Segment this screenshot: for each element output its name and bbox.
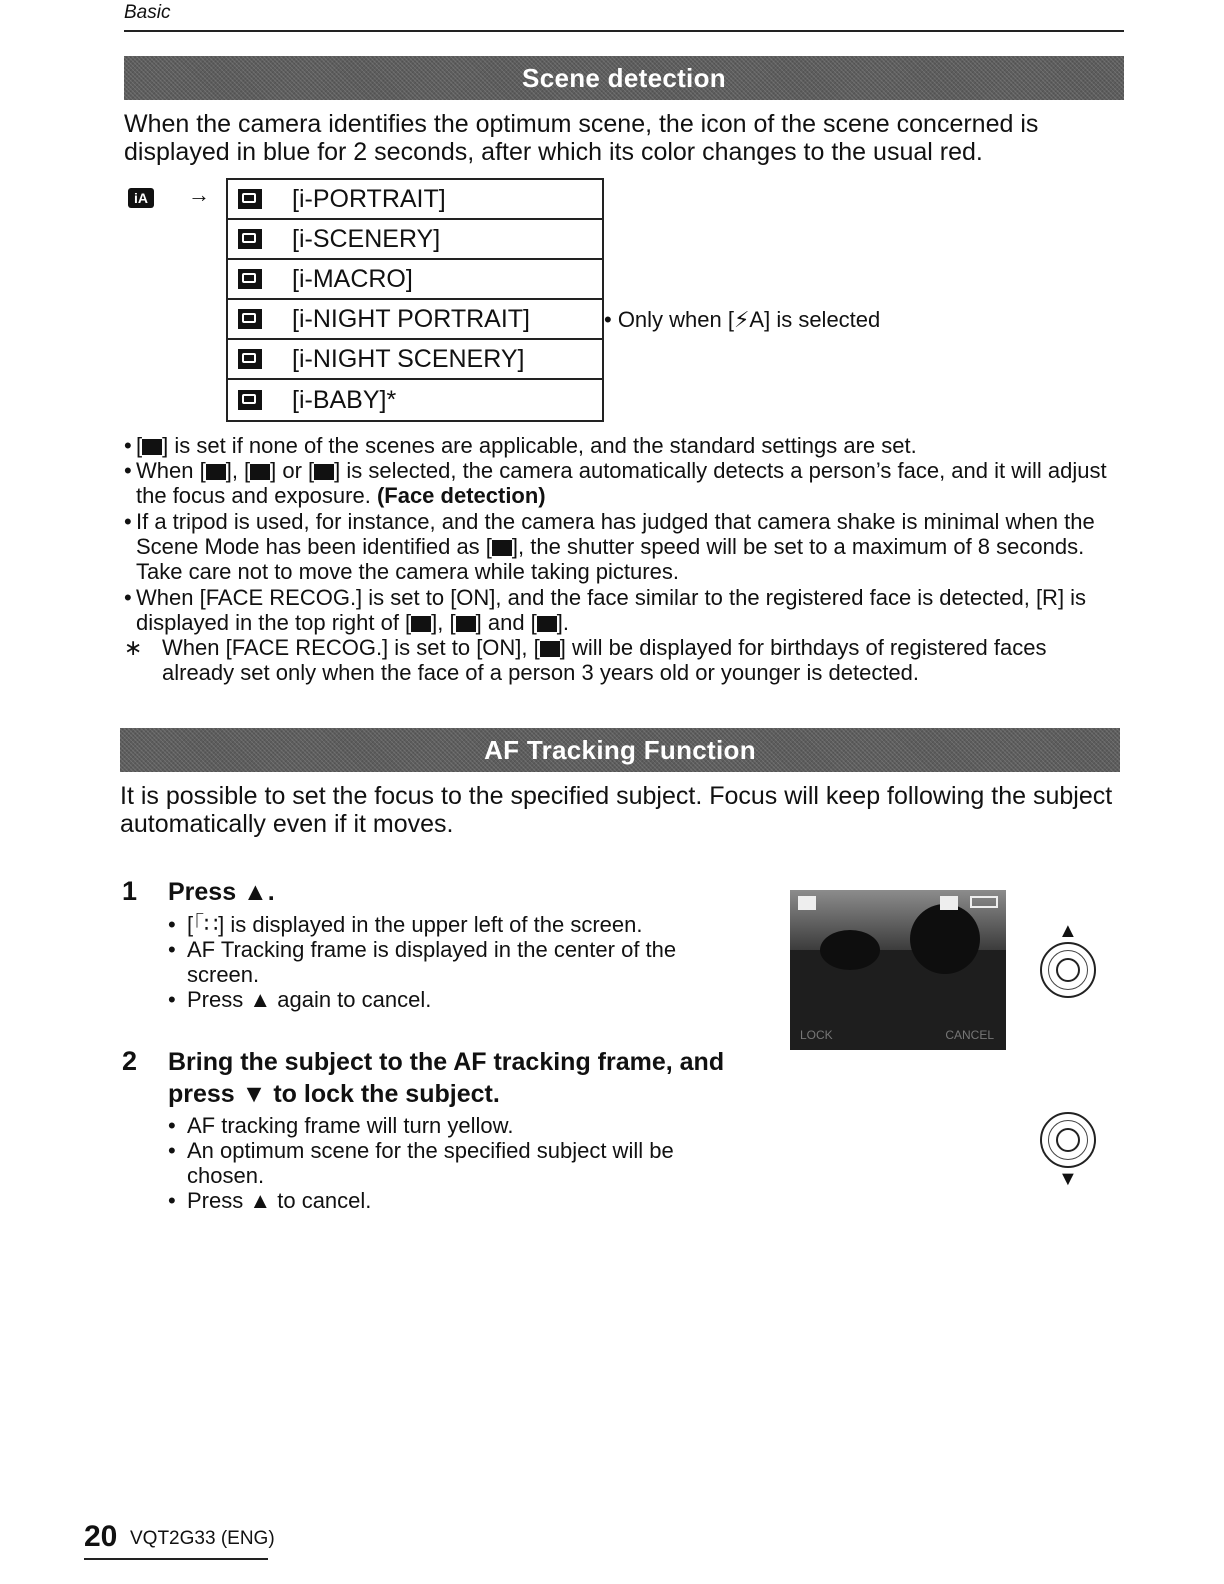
scene-label: [i-MACRO]	[292, 264, 413, 293]
header-divider	[124, 30, 1124, 32]
baby-icon	[314, 464, 334, 480]
scene-table	[226, 178, 604, 422]
footer-rule	[84, 1558, 268, 1560]
scene-detection-heading: Scene detection	[124, 56, 1124, 100]
baby-icon	[238, 390, 262, 410]
section-label: Basic	[124, 2, 171, 23]
right-arrow-icon: →	[188, 182, 210, 207]
scene-label: [i-NIGHT SCENERY]	[292, 344, 525, 373]
scene-row-baby	[228, 380, 602, 420]
list-item: • [ ] is set if none of the scenes are applicable, and the standard settings are set.	[124, 433, 917, 458]
resolution-icon	[940, 896, 958, 910]
list-item: • When [FACE RECOG.] is set to [ON], and the face similar to the registered face is detected, [R] is displayed in the top right of [ ], [ ] and [ ].	[124, 585, 1087, 635]
night-portrait-icon	[456, 616, 476, 632]
cursor-button-icon	[1040, 1112, 1096, 1168]
list-item: • [「∷] is displayed in the upper left of the screen.	[168, 912, 643, 937]
scene-label: [i-SCENERY]	[292, 224, 441, 253]
night-portrait-icon	[238, 309, 262, 329]
scene-row-macro	[228, 260, 602, 300]
scene-row-portrait	[228, 180, 602, 220]
scene-row-night-scenery	[228, 340, 602, 380]
step-number: 2	[122, 1046, 138, 1076]
cursor-button-icon	[1040, 942, 1096, 998]
step-title: Press ▲.	[168, 878, 275, 906]
portrait-icon	[206, 464, 226, 480]
list-item: • An optimum scene for the specified subject will be chosen.	[168, 1138, 674, 1188]
list-item: • Press ▲ again to cancel.	[168, 987, 432, 1012]
scene-row-scenery	[228, 220, 602, 260]
portrait-icon	[238, 189, 262, 209]
baby-icon	[540, 641, 560, 657]
intelligent-auto-icon	[142, 439, 162, 455]
battery-icon	[970, 896, 998, 908]
intelligent-auto-icon	[798, 896, 816, 910]
up-arrow-icon: ▲	[1058, 920, 1078, 942]
lcd-cancel-label: CANCEL	[945, 1028, 994, 1042]
portrait-icon	[411, 616, 431, 632]
lcd-tree	[820, 930, 880, 970]
baby-icon	[537, 616, 557, 632]
scene-label: [i-BABY]*	[292, 385, 397, 414]
list-item: • When [ ], [ ] or [ ] is selected, the camera automatically detects a person’s face, and it will adjust the focus and exposure. (Face detection)	[124, 458, 1107, 508]
intelligent-auto-icon: iA	[128, 188, 154, 208]
document-code: VQT2G33 (ENG)	[130, 1528, 275, 1549]
step-number: 1	[122, 876, 138, 906]
scene-row-night-portrait	[228, 300, 602, 340]
scene-detection-intro: When the camera identifies the optimum scene, the icon of the scene concerned is displayed in blue for 2 seconds, after which its color changes to the usual red.	[124, 110, 1039, 166]
list-item: • AF Tracking frame is displayed in the center of the screen.	[168, 937, 677, 987]
footnote: ∗ When [FACE RECOG.] is set to [ON], [ ] will be displayed for birthdays of registered faces already set only when the face of a person 3 years old or younger is detected.	[124, 635, 1047, 685]
af-tracking-heading: AF Tracking Function	[120, 728, 1120, 772]
macro-icon	[238, 269, 262, 289]
camera-screen-illustration	[790, 890, 1006, 1050]
night-scenery-icon	[238, 349, 262, 369]
scene-label: [i-PORTRAIT]	[292, 184, 446, 213]
step-title: Bring the subject to the AF tracking frame, and press ▼ to lock the subject.	[168, 1048, 725, 1108]
night-scenery-icon	[492, 540, 512, 556]
scenery-icon	[238, 229, 262, 249]
night-portrait-icon	[250, 464, 270, 480]
scene-label: [i-NIGHT PORTRAIT]	[292, 304, 530, 333]
night-portrait-note: • Only when [⚡A] is selected	[604, 307, 881, 332]
face-detection-term: (Face detection)	[376, 483, 546, 508]
lcd-tree	[910, 904, 980, 974]
page-number: 20	[84, 1520, 118, 1553]
lcd-lock-label: LOCK	[800, 1028, 833, 1042]
list-item: • Press ▲ to cancel.	[168, 1188, 372, 1213]
list-item: • AF tracking frame will turn yellow.	[168, 1113, 514, 1138]
list-item: • If a tripod is used, for instance, and the camera has judged that camera shake is minimal when the Scene Mode has been identified as [ ], the shutter speed will be set to a maximum of 8 seconds. Take care not to move the camera while taking pictures.	[124, 509, 1095, 584]
down-arrow-icon: ▼	[1058, 1168, 1078, 1190]
af-tracking-intro: It is possible to set the focus to the specified subject. Focus will keep following the subject automatically even if it moves.	[120, 782, 1113, 838]
